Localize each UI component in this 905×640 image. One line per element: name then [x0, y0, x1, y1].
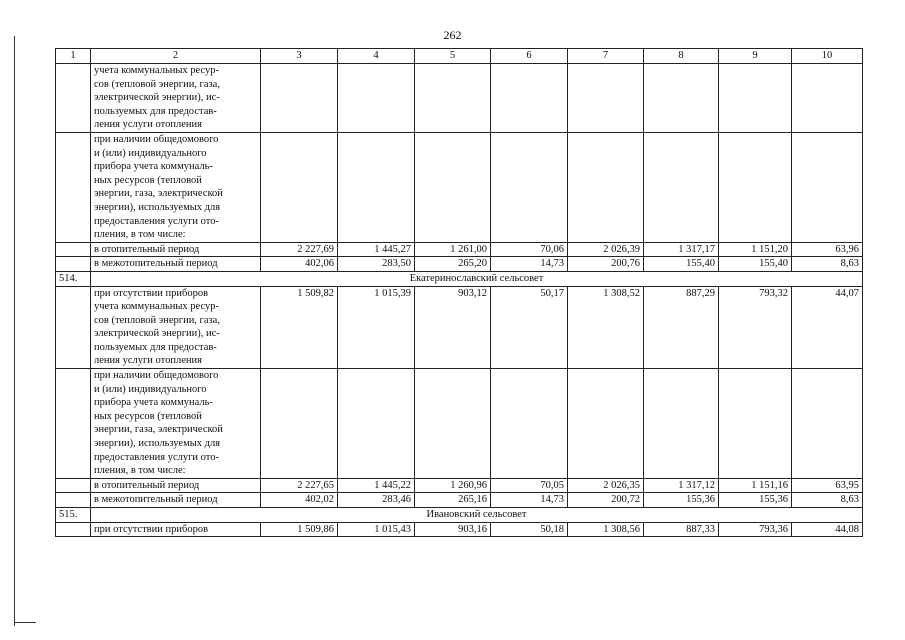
column-number: 5 [415, 49, 491, 64]
value-cell: 14,73 [491, 257, 568, 272]
row-description: при отсутствии приборов учета коммунальных ресур- сов (тепловой энергии, газа, электрической энергии), ис- пользуемых для предостав- ления услуги отопления [91, 286, 261, 369]
column-number: 4 [338, 49, 415, 64]
row-number-cell [56, 493, 91, 508]
value-cell: 1 015,39 [338, 286, 415, 369]
row-number-cell [56, 257, 91, 272]
value-cell [491, 369, 568, 479]
value-cell: 50,18 [491, 522, 568, 537]
table-row [56, 257, 863, 272]
value-cell: 155,36 [719, 493, 792, 508]
value-cell: 44,07 [792, 286, 863, 369]
value-cell: 70,05 [491, 478, 568, 493]
value-cell [415, 64, 491, 133]
value-cell: 2 026,39 [568, 242, 644, 257]
value-cell: 887,29 [644, 286, 719, 369]
row-description: в межотопительный период [91, 493, 261, 508]
value-cell: 1 260,96 [415, 478, 491, 493]
value-cell: 1 509,86 [261, 522, 338, 537]
row-description: учета коммунальных ресур- сов (тепловой энергии, газа, электрической энергии), ис- пользуемых для предостав- ления услуги отопления [91, 64, 261, 133]
value-cell [644, 369, 719, 479]
section-name: Екатеринославский сельсовет [91, 271, 863, 286]
row-number-cell [56, 522, 91, 537]
row-description: в отопительный период [91, 478, 261, 493]
value-cell: 155,40 [644, 257, 719, 272]
section-name: Ивановский сельсовет [91, 508, 863, 523]
column-number-row [56, 49, 863, 64]
value-cell: 1 151,20 [719, 242, 792, 257]
value-cell: 1 308,52 [568, 286, 644, 369]
row-description: в отопительный период [91, 242, 261, 257]
column-number: 6 [491, 49, 568, 64]
value-cell: 1 308,56 [568, 522, 644, 537]
value-cell: 155,36 [644, 493, 719, 508]
value-cell: 14,73 [491, 493, 568, 508]
table-row [56, 242, 863, 257]
value-cell [568, 132, 644, 242]
value-cell [792, 369, 863, 479]
value-cell: 402,02 [261, 493, 338, 508]
column-number: 10 [792, 49, 863, 64]
row-number-cell [56, 369, 91, 479]
value-cell [644, 132, 719, 242]
value-cell [568, 369, 644, 479]
value-cell: 887,33 [644, 522, 719, 537]
row-description: при наличии общедомового и (или) индивидуального прибора учета коммуналь- ных ресурсов (тепловой энергии, газа, электрической энергии), используемых для предоставления услуги ото- пления, в том числе: [91, 132, 261, 242]
value-cell: 155,40 [719, 257, 792, 272]
column-number: 9 [719, 49, 792, 64]
margin-tick [14, 622, 36, 623]
value-cell: 63,96 [792, 242, 863, 257]
page-number: 262 [443, 28, 462, 42]
value-cell [719, 369, 792, 479]
column-number: 8 [644, 49, 719, 64]
table-row [56, 369, 863, 479]
value-cell: 283,46 [338, 493, 415, 508]
value-cell: 402,06 [261, 257, 338, 272]
value-cell [261, 64, 338, 133]
value-cell [338, 132, 415, 242]
value-cell: 63,95 [792, 478, 863, 493]
value-cell: 1 445,27 [338, 242, 415, 257]
value-cell: 265,20 [415, 257, 491, 272]
value-cell: 793,36 [719, 522, 792, 537]
value-cell [719, 64, 792, 133]
table-row [56, 132, 863, 242]
value-cell [338, 369, 415, 479]
table-row [56, 493, 863, 508]
row-number-cell [56, 132, 91, 242]
value-cell: 44,08 [792, 522, 863, 537]
value-cell: 1 151,16 [719, 478, 792, 493]
column-number: 7 [568, 49, 644, 64]
section-number: 514. [56, 271, 91, 286]
row-number-cell [56, 64, 91, 133]
value-cell: 200,72 [568, 493, 644, 508]
value-cell: 1 317,17 [644, 242, 719, 257]
value-cell [491, 132, 568, 242]
value-cell: 50,17 [491, 286, 568, 369]
value-cell: 70,06 [491, 242, 568, 257]
value-cell [792, 64, 863, 133]
row-number-cell [56, 286, 91, 369]
value-cell: 2 227,65 [261, 478, 338, 493]
value-cell: 2 227,69 [261, 242, 338, 257]
table-row [56, 522, 863, 537]
value-cell: 1 445,22 [338, 478, 415, 493]
section-row [56, 508, 863, 523]
table-row [56, 478, 863, 493]
value-cell: 1 317,12 [644, 478, 719, 493]
value-cell: 903,16 [415, 522, 491, 537]
row-description: в межотопительный период [91, 257, 261, 272]
value-cell: 903,12 [415, 286, 491, 369]
value-cell [415, 132, 491, 242]
value-cell [644, 64, 719, 133]
value-cell: 200,76 [568, 257, 644, 272]
value-cell: 1 015,43 [338, 522, 415, 537]
column-number: 2 [91, 49, 261, 64]
section-number: 515. [56, 508, 91, 523]
row-number-cell [56, 478, 91, 493]
value-cell: 2 026,35 [568, 478, 644, 493]
row-description: при наличии общедомового и (или) индивидуального прибора учета коммуналь- ных ресурсов (тепловой энергии, газа, электрической энергии), используемых для предоставления услуги ото- пления, в том числе: [91, 369, 261, 479]
table-row [56, 286, 863, 369]
column-number: 3 [261, 49, 338, 64]
value-cell: 1 261,00 [415, 242, 491, 257]
value-cell [491, 64, 568, 133]
section-row [56, 271, 863, 286]
value-cell: 283,50 [338, 257, 415, 272]
column-number: 1 [56, 49, 91, 64]
value-cell: 793,32 [719, 286, 792, 369]
row-number-cell [56, 242, 91, 257]
margin-line [14, 36, 15, 626]
value-cell: 1 509,82 [261, 286, 338, 369]
value-cell [415, 369, 491, 479]
value-cell [719, 132, 792, 242]
value-cell [261, 369, 338, 479]
value-cell: 8,63 [792, 257, 863, 272]
value-cell [261, 132, 338, 242]
tariff-table [55, 48, 863, 537]
row-description: при отсутствии приборов [91, 522, 261, 537]
value-cell [338, 64, 415, 133]
value-cell: 8,63 [792, 493, 863, 508]
value-cell: 265,16 [415, 493, 491, 508]
value-cell [568, 64, 644, 133]
table-row [56, 64, 863, 133]
value-cell [792, 132, 863, 242]
